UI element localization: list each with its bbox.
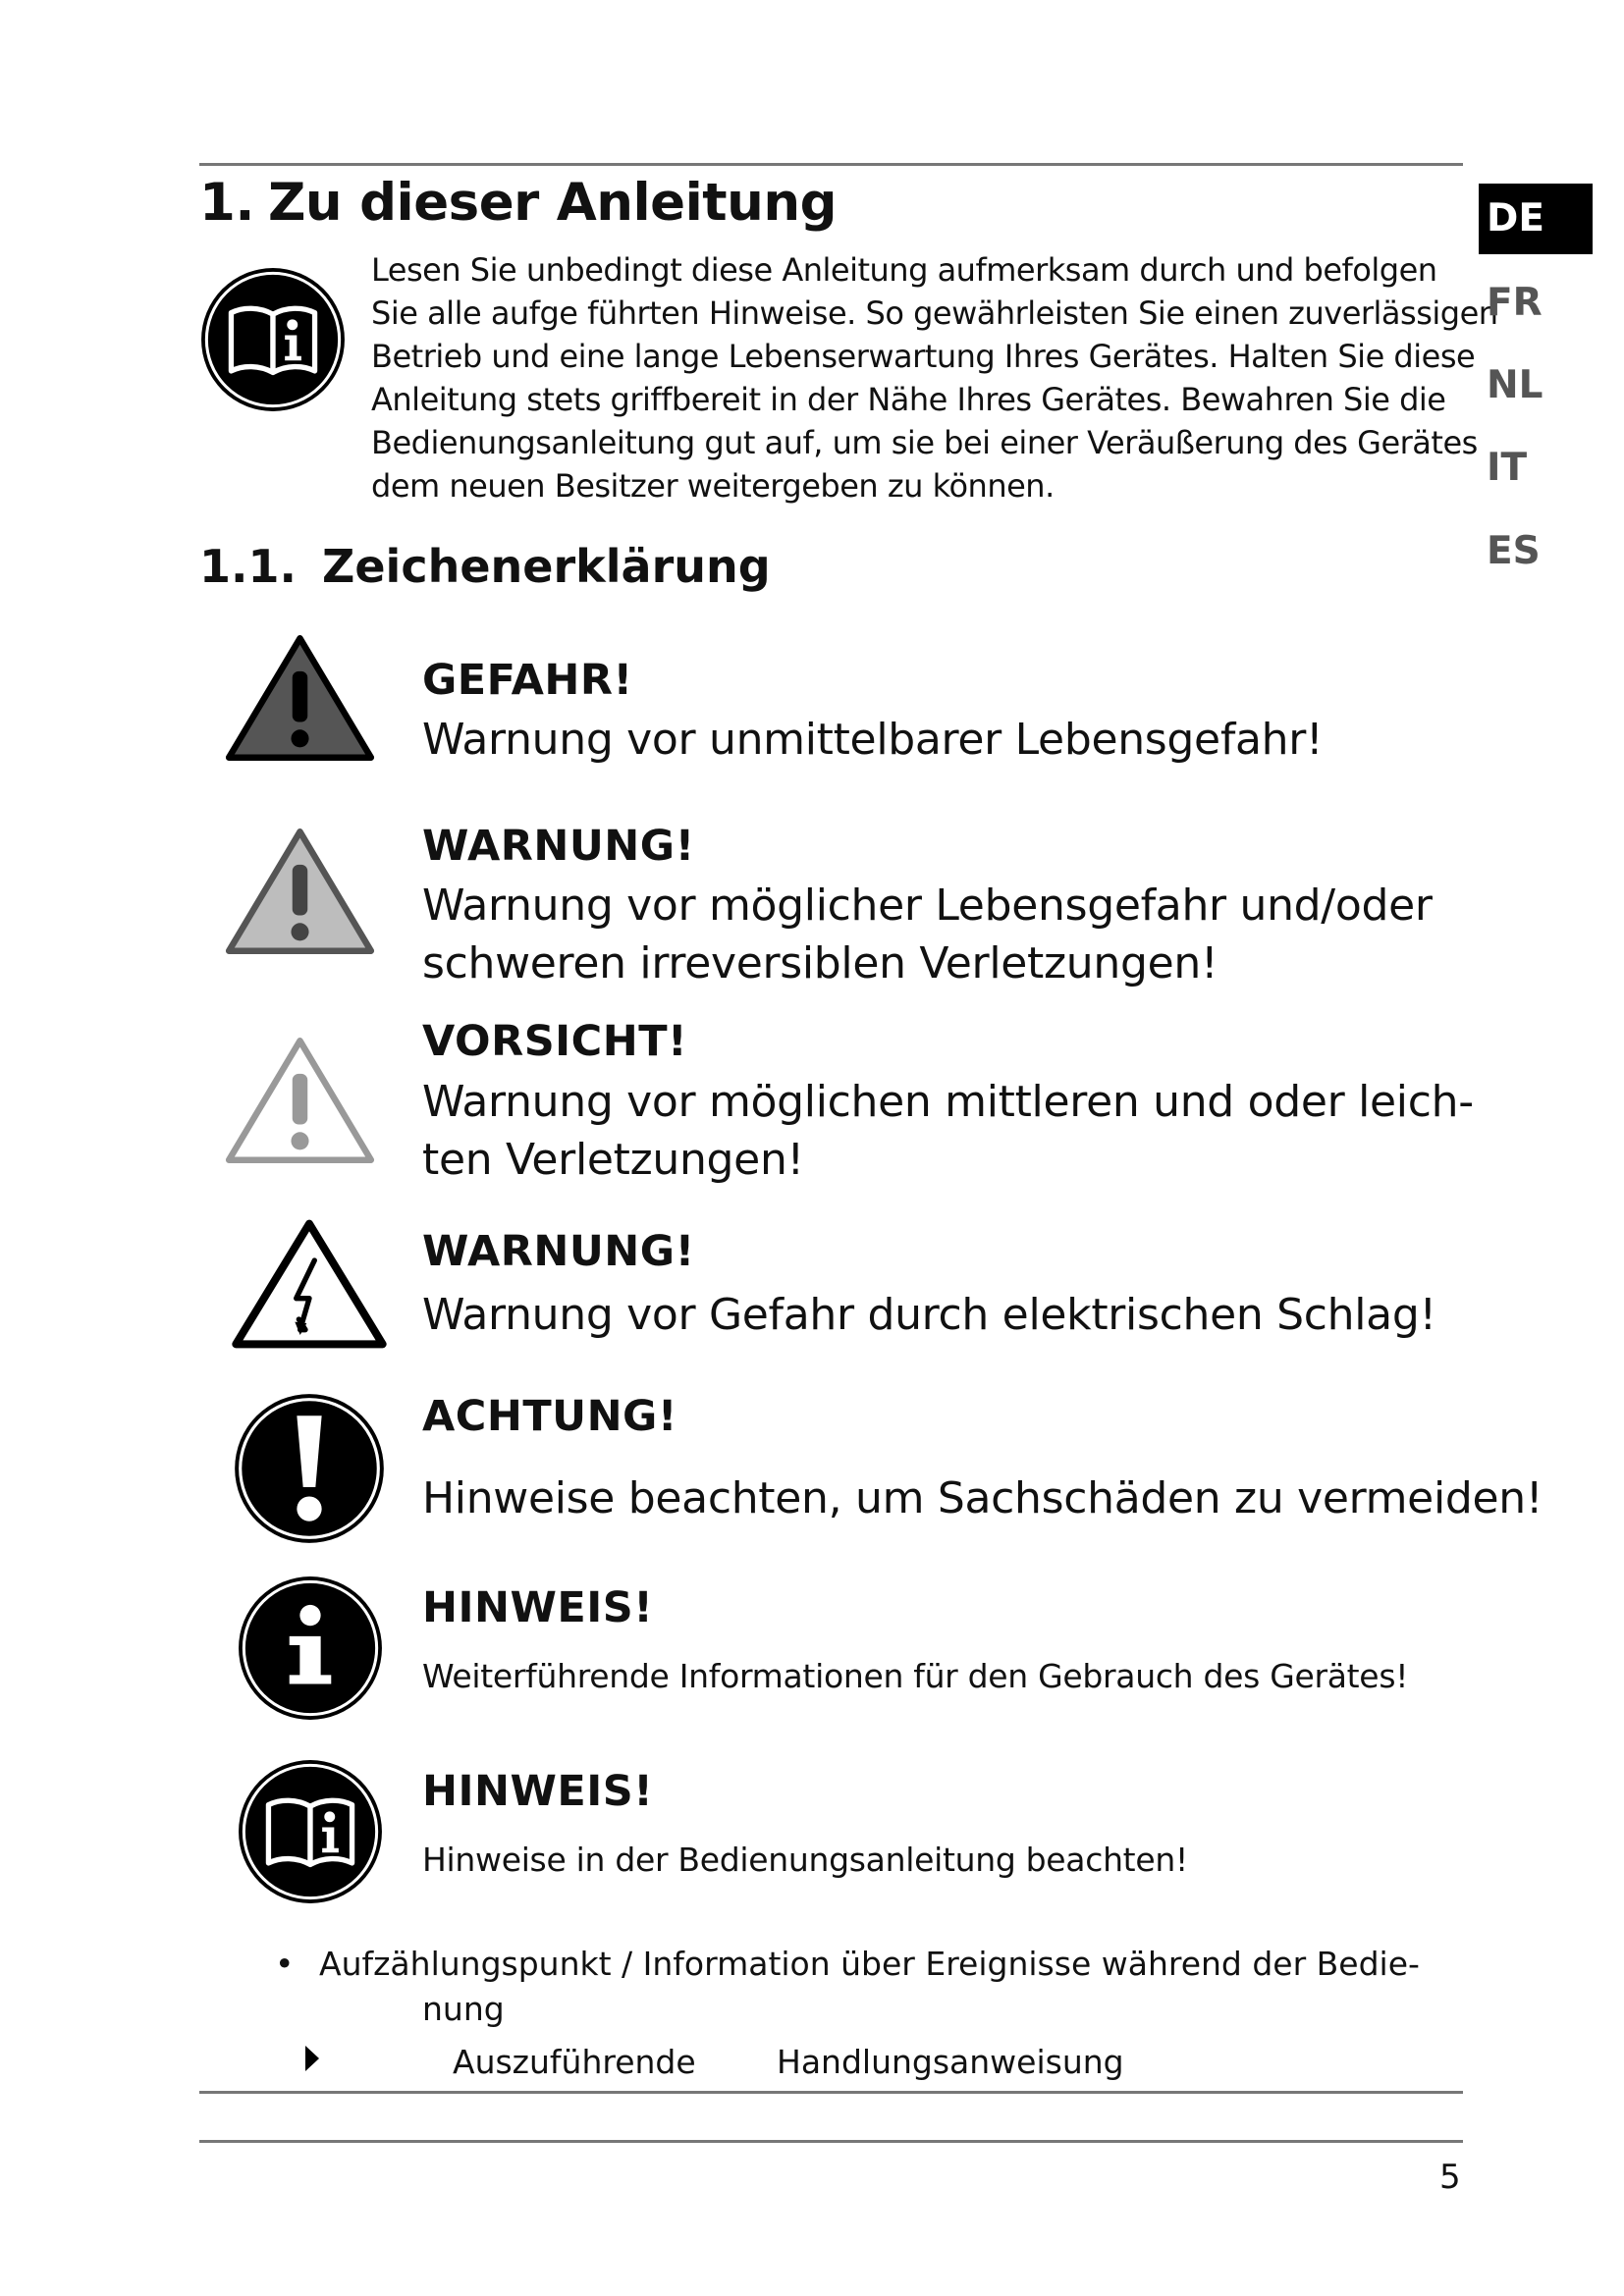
symbol-description xyxy=(422,1655,1463,1698)
symbol-description xyxy=(422,1073,1474,1189)
symbol-description xyxy=(422,1286,1463,1344)
intro-line: Anleitung stets griffbereit in der Nähe Ihres Gerätes. Bewahren Sie die xyxy=(371,381,1446,418)
symbol-description xyxy=(422,711,1463,769)
symbol-description-line: ten Verletzungen! xyxy=(422,1135,804,1185)
manual-info-icon xyxy=(236,1757,385,1906)
symbol-title: VORSICHT! xyxy=(422,1017,688,1066)
symbol-description-line: schweren irreversiblen Verletzungen! xyxy=(422,938,1218,988)
danger-triangle-icon xyxy=(224,633,376,763)
intro-line: Betrieb und eine lange Lebenserwartung Ihres Gerätes. Halten Sie diese xyxy=(371,338,1476,375)
intro-line: Sie alle aufge führten Hinweise. So gewährleisten Sie einen zuverlässigen xyxy=(371,294,1498,332)
exclamation-circle-icon xyxy=(232,1391,387,1546)
lang-tab-fr[interactable]: FR xyxy=(1487,281,1543,325)
symbol-title: WARNUNG! xyxy=(422,1227,695,1276)
page-number: 5 xyxy=(1439,2158,1461,2197)
intro-line: dem neuen Besitzer weitergeben zu können. xyxy=(371,467,1055,505)
symbol-title: WARNUNG! xyxy=(422,822,695,871)
footer-rule xyxy=(199,2140,1463,2143)
lang-tab-es[interactable]: ES xyxy=(1487,529,1541,573)
symbol-description xyxy=(422,1839,1463,1882)
symbol-description-line: Hinweise beachten, um Sachschäden zu vermeiden! xyxy=(422,1473,1543,1523)
symbol-description xyxy=(422,877,1463,992)
lang-tab-nl[interactable]: NL xyxy=(1487,363,1543,407)
symbol-description-line: Hinweise in der Bedienungsanleitung beachten! xyxy=(422,1841,1188,1879)
caution-triangle-icon xyxy=(224,1036,376,1165)
section-end-rule xyxy=(199,2091,1463,2094)
section-number: 1. xyxy=(199,173,255,233)
electric-shock-icon xyxy=(230,1217,389,1351)
manual-info-icon xyxy=(198,265,348,414)
symbol-title: HINWEIS! xyxy=(422,1767,654,1816)
step-word: Auszuführende xyxy=(453,2043,696,2081)
section-title xyxy=(199,173,837,233)
subsection-number: 1.1. xyxy=(199,540,297,593)
symbol-description-line: Warnung vor möglichen mittleren und oder leich- xyxy=(422,1077,1474,1127)
top-rule xyxy=(199,163,1463,166)
symbol-description-line: Weiterführende Informationen für den Gebrauch des Gerätes! xyxy=(422,1657,1409,1695)
symbol-title: HINWEIS! xyxy=(422,1583,654,1632)
intro-line: Bedienungsanleitung gut auf, um sie bei einer Veräußerung des Gerätes xyxy=(371,424,1478,461)
step-word: Handlungsanweisung xyxy=(777,2043,1124,2081)
intro-paragraph xyxy=(371,248,1498,507)
lang-tab-de[interactable]: DE xyxy=(1479,184,1593,254)
symbol-description-line: Warnung vor möglicher Lebensgefahr und/oder xyxy=(422,881,1433,931)
subsection-title xyxy=(199,540,771,593)
arrow-right-icon xyxy=(305,2046,319,2071)
section-title-text: Zu dieser Anleitung xyxy=(268,173,838,233)
info-circle-icon xyxy=(236,1574,385,1723)
warning-triangle-icon xyxy=(224,827,376,956)
symbol-description xyxy=(422,1469,1543,1527)
symbol-title: GEFAHR! xyxy=(422,656,633,705)
intro-line: Lesen Sie unbedingt diese Anleitung aufmerksam durch und befolgen xyxy=(371,251,1437,289)
symbol-description-line: Warnung vor Gefahr durch elektrischen Schlag! xyxy=(422,1290,1436,1340)
symbol-description-line: Warnung vor unmittelbarer Lebensgefahr! xyxy=(422,715,1324,765)
subsection-title-text: Zeichenerklärung xyxy=(322,540,771,593)
bullet-text-line: nung xyxy=(422,1990,505,2028)
symbol-title: ACHTUNG! xyxy=(422,1392,677,1441)
bullet-marker: • xyxy=(275,1945,295,1983)
lang-tab-it[interactable]: IT xyxy=(1487,446,1528,490)
bullet-text-line: Aufzählungspunkt / Information über Ereignisse während der Bedie- xyxy=(319,1945,1420,1983)
